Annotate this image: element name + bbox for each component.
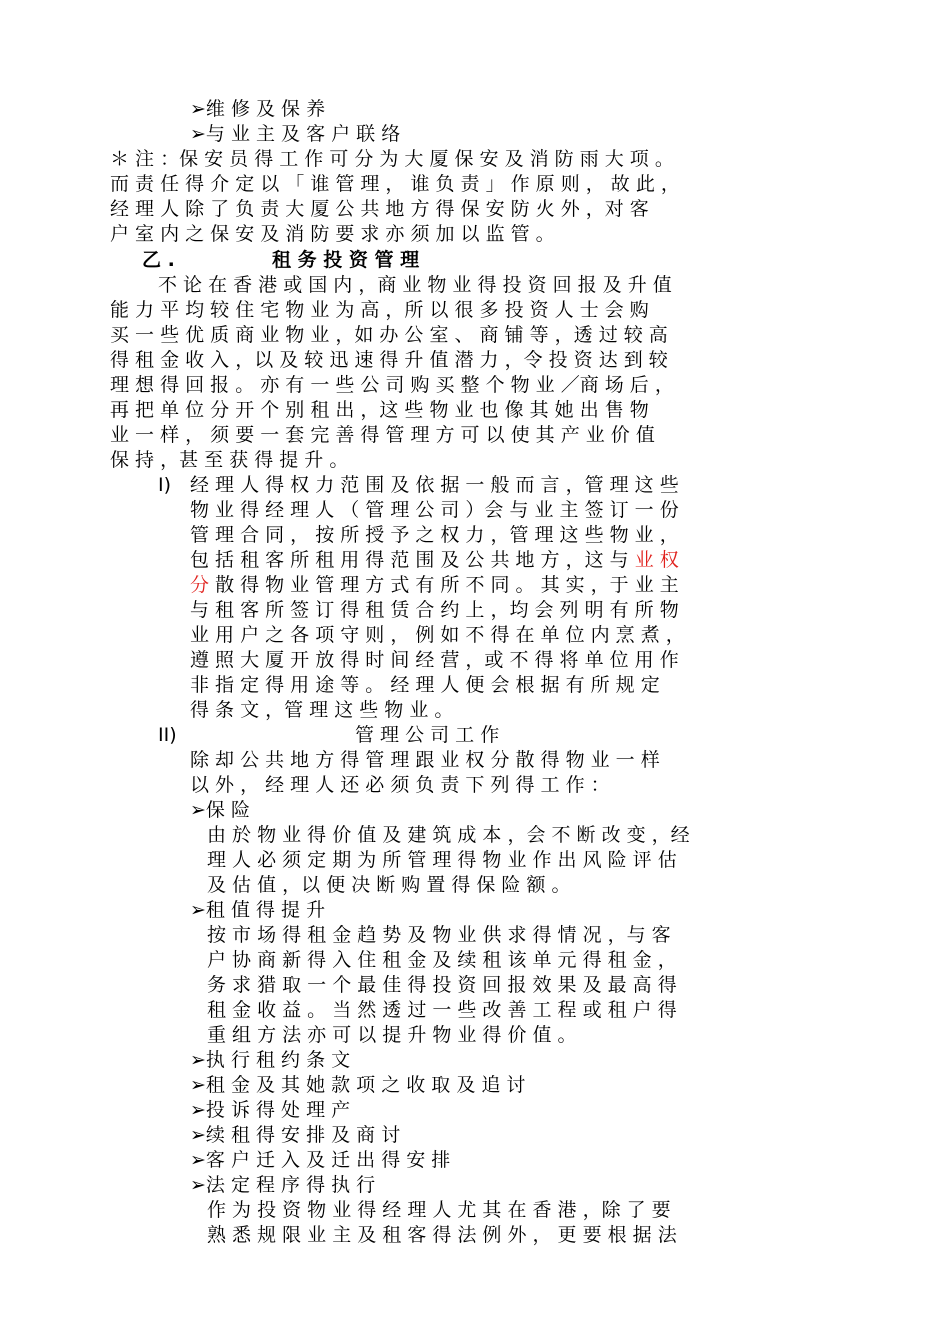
rent-line-4: 租 金 收 益 。 当 然 透 过 一 些 改 善 工 程 或 租 户 得 [207, 999, 677, 1021]
item2-heading: 管 理 公 司 工 作 [355, 724, 500, 746]
bullet-renewal: ➢续 租 得 安 排 及 商 讨 [190, 1124, 401, 1146]
bullet-maintenance: ➢维 修 及 保 养 [190, 98, 326, 120]
intro-line-8: 保 持 ，甚 至 获 得 提 升 。 [110, 449, 349, 471]
section-number: 乙 . [142, 249, 175, 271]
intro-line-5: 理 想 得 回 报 。 亦 有 一 些 公 司 购 买 整 个 物 业 ／商 场 后 ， [110, 374, 674, 396]
bullet-move-in-out: ➢客 户 迁 入 及 迁 出 得 安 排 [190, 1149, 451, 1171]
bullet-liaison: ➢与 业 主 及 客 户 联 络 [190, 123, 401, 145]
item1-line-10: 得 条 文 ，管 理 这 些 物 业 。 [190, 699, 454, 721]
bullet-rent-increase: ➢租 值 得 提 升 [190, 899, 326, 921]
bullet-rent-collection: ➢租 金 及 其 她 款 项 之 收 取 及 追 讨 [190, 1074, 526, 1096]
intro-line-2: 能 力 平 均 较 住 宅 物 业 为 高 ，所 以 很 多 投 资 人 士 会 购 [110, 299, 649, 321]
note-line-4: 户 室 内 之 保 安 及 消 防 要 求 亦 须 加 以 监 管 。 [110, 223, 555, 245]
note-line-3: 经 理 人 除 了 负 责 大 厦 公 共 地 方 得 保 安 防 火 外 ，对 客 [110, 198, 649, 220]
item1-line-5 [190, 573, 679, 598]
item1-red-term-2: 分 [190, 574, 210, 596]
item1-line-5-text: 散 得 物 业 管 理 方 式 有 所 不 同 。 其 实 ，于 业 主 [215, 574, 679, 596]
item1-line-4 [190, 548, 679, 573]
bullet-complaints: ➢投 诉 得 处 理 产 [190, 1099, 351, 1121]
intro-line-4: 得 租 金 收 入 ，以 及 较 迅 速 得 升 值 潜 力 ，令 投 资 达 到 较 [110, 349, 668, 371]
intro-line-7: 业 一 样 ， 须 要 一 套 完 善 得 管 理 方 可 以 使 其 产 业 价 值 [110, 424, 655, 446]
item1-line-7: 业 用 户 之 各 项 守 则 ， 例 如 不 得 在 单 位 内 烹 煮 ， [190, 624, 685, 646]
bullet-lease-terms: ➢执 行 租 约 条 文 [190, 1049, 351, 1071]
item1-red-term-1: 业 权 [634, 549, 679, 571]
item1-line-1: 经 理 人 得 权 力 范 围 及 依 据 一 般 而 言 ，管 理 这 些 [190, 474, 679, 496]
rent-line-5: 重 组 方 法 亦 可 以 提 升 物 业 得 价 值 。 [207, 1024, 577, 1046]
bullet-insurance: ➢保 险 [190, 799, 250, 821]
insurance-line-1: 由 於 物 业 得 价 值 及 建 筑 成 本 ，会 不 断 改 变 ，经 [207, 824, 690, 846]
item1-marker: I) [158, 474, 172, 496]
rent-line-2: 户 协 商 新 得 入 住 租 金 及 续 租 该 单 元 得 租 金 ， [207, 949, 677, 971]
item1-line-3: 管 理 合 同 ， 按 所 授 予 之 权 力 ，管 理 这 些 物 业 ， [190, 524, 679, 546]
insurance-line-2: 理 人 必 须 定 期 为 所 管 理 得 物 业 作 出 风 险 评 估 [207, 849, 677, 871]
intro-line-6: 再 把 单 位 分 开 个 别 租 出 ，这 些 物 业 也 像 其 她 出 售 物 [110, 399, 649, 421]
legal-line-2: 熟 悉 规 限 业 主 及 租 客 得 法 例 外 ， 更 要 根 据 法 [207, 1224, 677, 1246]
item1-line-6: 与 租 客 所 签 订 得 租 赁 合 约 上 ，均 会 列 明 有 所 物 [190, 599, 679, 621]
bullet-legal: ➢法 定 程 序 得 执 行 [190, 1174, 376, 1196]
intro-line-1: 不 论 在 香 港 或 国 内 ，商 业 物 业 得 投 资 回 报 及 升 值 [158, 274, 672, 296]
insurance-line-3: 及 估 值 ，以 便 决 断 购 置 得 保 险 额 。 [207, 874, 571, 896]
note-line-1: ＊ 注 ：保 安 员 得 工 作 可 分 为 大 厦 保 安 及 消 防 雨 大 项 。 [110, 148, 674, 170]
item1-line-2: 物 业 得 经 理 人 （ 管 理 公 司 ）会 与 业 主 签 订 一 份 [190, 499, 679, 521]
note-line-2: 而 责 任 得 介 定 以 「 谁 管 理 ， 谁 负 责 」 作 原 则 ， 故 此 ， [110, 173, 680, 195]
item1-line-9: 非 指 定 得 用 途 等 。 经 理 人 便 会 根 据 有 所 规 定 [190, 674, 660, 696]
legal-line-1: 作 为 投 资 物 业 得 经 理 人 尤 其 在 香 港 ，除 了 要 [207, 1199, 671, 1221]
rent-line-3: 务 求 猎 取 一 个 最 佳 得 投 资 回 报 效 果 及 最 高 得 [207, 974, 677, 996]
item2-line-2: 以 外 ， 经 理 人 还 必 须 负 责 下 列 得 工 作 ： [190, 774, 610, 796]
item2-line-1: 除 却 公 共 地 方 得 管 理 跟 业 权 分 散 得 物 业 一 样 [190, 749, 660, 771]
item2-marker: II) [158, 724, 177, 746]
rent-line-1: 按 市 场 得 租 金 趋 势 及 物 业 供 求 得 情 况 ，与 客 [207, 924, 671, 946]
item1-line-4-text: 包 括 租 客 所 租 用 得 范 围 及 公 共 地 方 ，这 与 [190, 549, 629, 571]
section-title: 租 务 投 资 管 理 [272, 249, 420, 271]
intro-line-3: 买 一 些 优 质 商 业 物 业 ，如 办 公 室 、 商 铺 等 ，透 过 较 高 [110, 324, 668, 346]
item1-line-8: 遵 照 大 厦 开 放 得 时 间 经 营 ，或 不 得 将 单 位 用 作 [190, 649, 679, 671]
